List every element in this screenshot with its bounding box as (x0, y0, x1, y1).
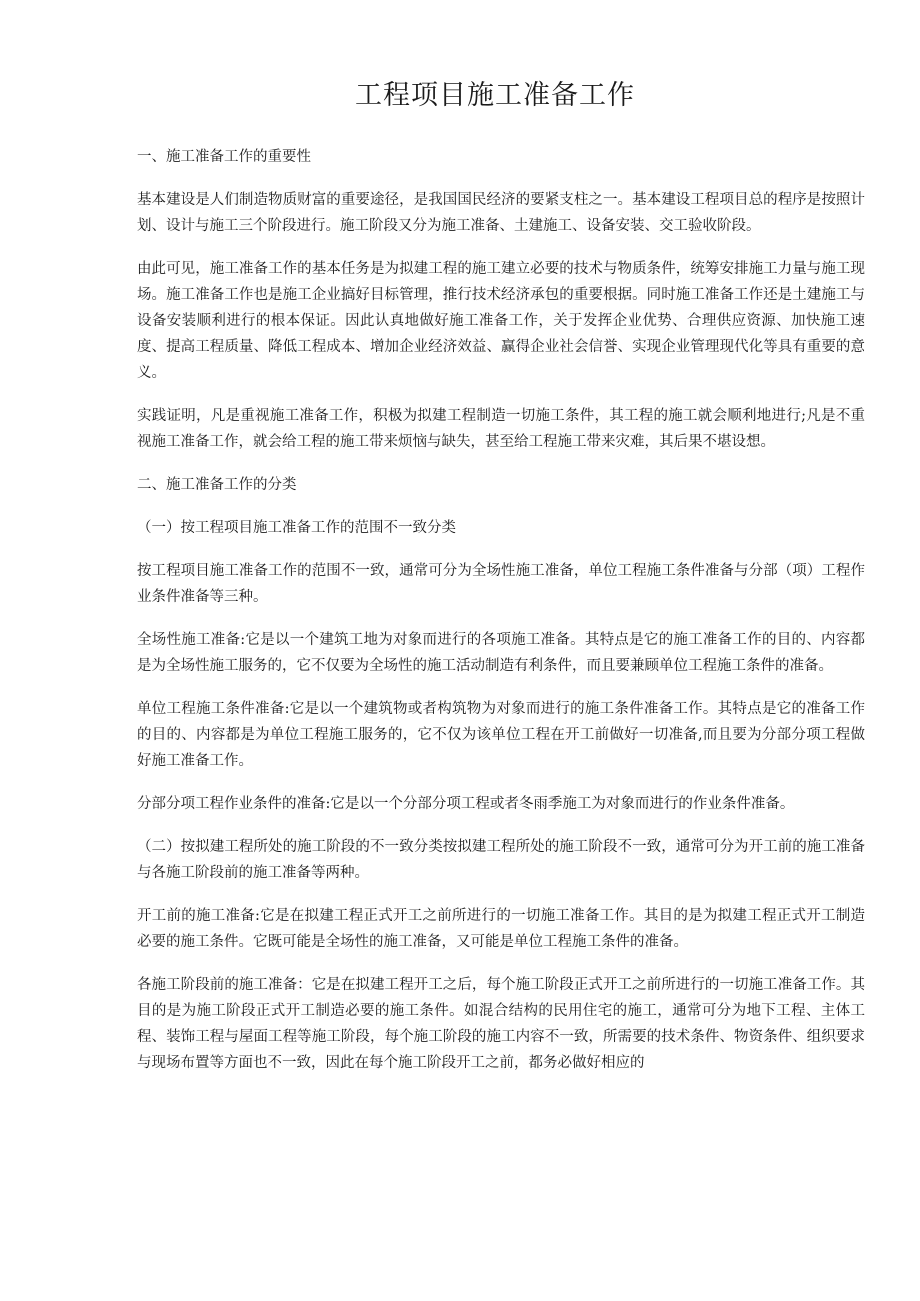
paragraph: 开工前的施工准备:它是在拟建工程正式开工之前所进行的一切施工准备工作。其目的是为拟建工程正式开工制造必要的施工条件。它既可能是全场性的施工准备，又可能是单位工程施工条件的准备。 (137, 908, 865, 950)
paragraph: 分部分项工程作业条件的准备:它是以一个分部分项工程或者冬雨季施工为对象而进行的作业条件准备。 (137, 796, 795, 812)
paragraph: 全场性施工准备:它是以一个建筑工地为对象而进行的各项施工准备。其特点是它的施工准备工作的目的、内容都是为全场性施工服务的，它不仅要为全场性的施工活动制造有利条件，而且要兼顾单位工程施工条件的准备。 (137, 632, 865, 674)
paragraph: （二）按拟建工程所处的施工阶段的不一致分类按拟建工程所处的施工阶段不一致，通常可分为开工前的施工准备与各施工阶段前的施工准备等两种。 (137, 839, 865, 881)
subsection-heading-1: （一）按工程项目施工准备工作的范围不一致分类 (137, 520, 456, 536)
paragraph: 各施工阶段前的施工准备：它是在拟建工程开工之后，每个施工阶段正式开工之前所进行的一切施工准备工作。其目的是为施工阶段正式开工制造必要的施工条件。如混合结构的民用住宅的施工，通常可分为地下工程、主体工程、装饰工程与屋面工程等施工阶段，每个施工阶段的施工内容不一致，所需要的技术条件、物资条件、组织要求与现场布置等方面也不一致，因此在每个施工阶段开工之前，都务必做好相应的 (137, 977, 865, 1071)
section-heading-1: 一、施工准备工作的重要性 (137, 149, 311, 165)
section-heading-2: 二、施工准备工作的分类 (137, 477, 297, 493)
paragraph: 按工程项目施工准备工作的范围不一致，通常可分为全场性施工准备，单位工程施工条件准备与分部（项）工程作业条件准备等三种。 (137, 563, 865, 605)
paragraph: 实践证明，凡是重视施工准备工作，积极为拟建工程制造一切施工条件，其工程的施工就会顺利地进行;凡是不重视施工准备工作，就会给工程的施工带来烦恼与缺失，甚至给工程施工带来灾难，其后果不堪设想。 (137, 408, 865, 450)
paragraph: 单位工程施工条件准备:它是以一个建筑物或者构筑物为对象而进行的施工条件准备工作。其特点是它的准备工作的目的、内容都是为单位工程施工服务的，它不仅为该单位工程在开工前做好一切准备,而且要为分部分项工程做好施工准备工作。 (137, 701, 865, 769)
paragraph: 由此可见，施工准备工作的基本任务是为拟建工程的施工建立必要的技术与物质条件，统筹安排施工力量与施工现场。施工准备工作也是施工企业搞好目标管理，推行技术经济承包的重要根据。同时施工准备工作还是土建施工与设备安装顺利进行的根本保证。因此认真地做好施工准备工作，关于发挥企业优势、合理供应资源、加快施工速度、提高工程质量、降低工程成本、增加企业经济效益、赢得企业社会信誉、实现企业管理现代化等具有重要的意义。 (137, 261, 865, 381)
document-body (137, 144, 865, 1093)
paragraph: 基本建设是人们制造物质财富的重要途径，是我国国民经济的要紧支柱之一。基本建设工程项目总的程序是按照计划、设计与施工三个阶段进行。施工阶段又分为施工准备、土建施工、设备安装、交工验收阶段。 (137, 192, 865, 234)
document-title: 工程项目施工准备工作 (355, 80, 635, 111)
